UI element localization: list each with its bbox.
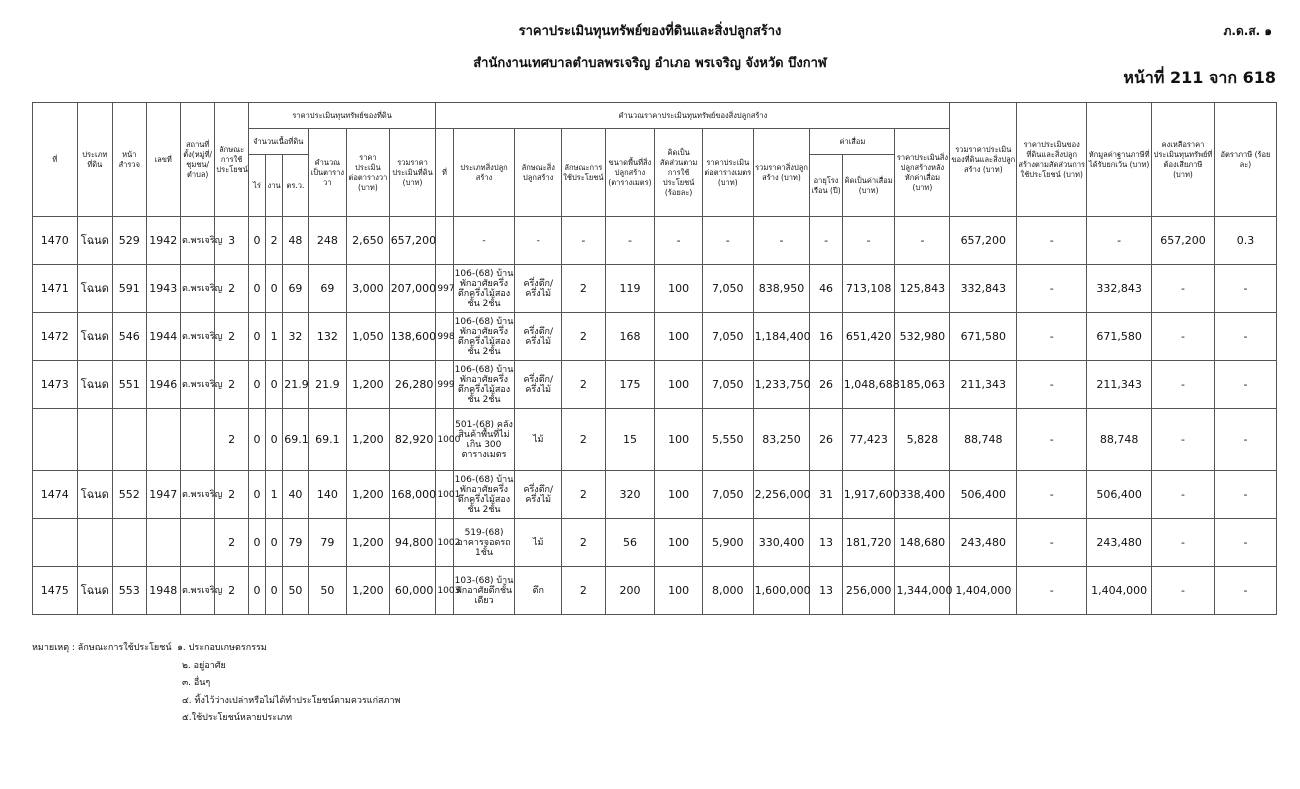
- cell-building-pct: 100: [655, 471, 703, 519]
- cell-prop-value: -: [1017, 567, 1087, 615]
- cell-ngan: 0: [266, 567, 283, 615]
- cell-grand-total: 1,404,000: [950, 567, 1017, 615]
- col-tax-rate: อัตราภาษี (ร้อยละ): [1214, 103, 1276, 217]
- cell-rai: 0: [248, 471, 265, 519]
- cell-land-total: 168,000: [389, 471, 436, 519]
- cell-building-pct: 100: [655, 313, 703, 361]
- cell-building-area: 168: [605, 313, 655, 361]
- cell-age: -: [810, 217, 842, 265]
- cell-building-area: 320: [605, 471, 655, 519]
- cell-building-type: 501-(68) คลังสินค้าพื้นที่ไม่เกิน 300 ตารางเมตร: [453, 409, 515, 471]
- cell-after-depreciation: 532,980: [895, 313, 950, 361]
- cell-ngan: 0: [266, 519, 283, 567]
- cell-grand-total: 243,480: [950, 519, 1017, 567]
- cell-tax-rate: -: [1214, 471, 1276, 519]
- col-ngan: งาน: [266, 155, 283, 217]
- cell-price-per-sqwa: 1,200: [347, 567, 390, 615]
- cell-building-total: 1,233,750: [753, 361, 810, 409]
- col-prop-value: ราคาประเมินของที่ดินและสิ่งปลูกสร้างตามสัดส่วนการใช้ประโยชน์ (บาท): [1017, 103, 1087, 217]
- cell-building-price: 7,050: [702, 265, 753, 313]
- cell-depreciation: 77,423: [842, 409, 895, 471]
- cell-building-total: 83,250: [753, 409, 810, 471]
- cell-deduction: 1,404,000: [1087, 567, 1152, 615]
- cell-sqwa: 21.9: [283, 361, 308, 409]
- cell-usage: 2: [215, 313, 248, 361]
- cell-calc-sqwa: 248: [308, 217, 347, 265]
- cell-survey-page: 591: [113, 265, 146, 313]
- col-no: ที่: [33, 103, 78, 217]
- form-code: ภ.ด.ส. ๑: [1223, 24, 1272, 38]
- cell-prop-value: -: [1017, 361, 1087, 409]
- page-title: ราคาประเมินทุนทรัพย์ของที่ดินและสิ่งปลูกสร้าง: [518, 24, 782, 39]
- cell-building-total: -: [753, 217, 810, 265]
- cell-rai: 0: [248, 567, 265, 615]
- cell-land-type: โฉนด: [77, 217, 112, 265]
- cell-survey-page: 551: [113, 361, 146, 409]
- cell-ngan: 0: [266, 265, 283, 313]
- col-survey-page: หน้าสำรวจ: [113, 103, 146, 217]
- col-location: สถานที่ตั้ง(หมู่ที่/ชุมชน/ตำบล): [180, 103, 214, 217]
- cell-age: 26: [810, 409, 842, 471]
- col-calc-sqwa: คำนวณเป็นตารางวา: [308, 129, 347, 217]
- cell-prop-value: -: [1017, 217, 1087, 265]
- cell-no: 1472: [33, 313, 78, 361]
- cell-depreciation: 651,420: [842, 313, 895, 361]
- cell-building-type: 106-(68) บ้านพักอาศัยครึ่งตึกครึ่งไม้สองชั้น 2ชั้น: [453, 313, 515, 361]
- table-row: [33, 519, 1277, 567]
- cell-land-total: 82,920: [389, 409, 436, 471]
- cell-ngan: 0: [266, 361, 283, 409]
- cell-building-price: 7,050: [702, 313, 753, 361]
- table-row: [33, 409, 1277, 471]
- col-grand-total: รวมราคาประเมินของที่ดินและสิ่งปลูกสร้าง (บาท): [950, 103, 1017, 217]
- cell-building-kind: ตึก: [515, 567, 562, 615]
- cell-building-pct: 100: [655, 519, 703, 567]
- cell-number: 1946: [146, 361, 180, 409]
- cell-after-depreciation: 125,843: [895, 265, 950, 313]
- cell-depreciation: 256,000: [842, 567, 895, 615]
- cell-depreciation: 181,720: [842, 519, 895, 567]
- cell-depreciation: 1,048,688: [842, 361, 895, 409]
- cell-grand-total: 88,748: [950, 409, 1017, 471]
- cell-price-per-sqwa: 3,000: [347, 265, 390, 313]
- cell-survey-page: 553: [113, 567, 146, 615]
- cell-no: [33, 519, 78, 567]
- cell-age: 31: [810, 471, 842, 519]
- table-row: [33, 361, 1277, 409]
- col-age: อายุโรงเรือน (ปี): [810, 155, 842, 217]
- cell-after-depreciation: 5,828: [895, 409, 950, 471]
- cell-building-pct: 100: [655, 409, 703, 471]
- col-b-area: ขนาดพื้นที่สิ่งปลูกสร้าง (ตารางเมตร): [605, 129, 655, 217]
- cell-building-kind: ไม้: [515, 519, 562, 567]
- cell-price-per-sqwa: 2,650: [347, 217, 390, 265]
- cell-location: [180, 519, 214, 567]
- cell-building-price: 5,550: [702, 409, 753, 471]
- cell-building-type: 106-(68) บ้านพักอาศัยครึ่งตึกครึ่งไม้สองชั้น 2ชั้น: [453, 361, 515, 409]
- cell-location: ต.พรเจริญ: [180, 361, 214, 409]
- cell-building-usage: 2: [562, 519, 606, 567]
- cell-number: 1944: [146, 313, 180, 361]
- cell-ngan: 1: [266, 313, 283, 361]
- assessment-table: [32, 102, 1277, 615]
- col-price-per-sqwa: ราคาประเมินต่อตารางวา (บาท): [347, 129, 390, 217]
- cell-remaining: -: [1152, 265, 1215, 313]
- cell-building-kind: ครึ่งตึก/ครึ่งไม้: [515, 361, 562, 409]
- cell-survey-page: [113, 519, 146, 567]
- table-row: [33, 265, 1277, 313]
- cell-number: [146, 519, 180, 567]
- cell-after-depreciation: 148,680: [895, 519, 950, 567]
- table-body: [33, 217, 1277, 615]
- col-group-area: จำนวนเนื้อที่ดิน: [248, 129, 308, 155]
- cell-building-total: 1,600,000: [753, 567, 810, 615]
- cell-survey-page: 529: [113, 217, 146, 265]
- cell-number: 1942: [146, 217, 180, 265]
- col-b-price: ราคาประเมินต่อตารางเมตร (บาท): [702, 129, 753, 217]
- cell-building-no: 1003: [436, 567, 453, 615]
- cell-ngan: 2: [266, 217, 283, 265]
- cell-tax-rate: -: [1214, 313, 1276, 361]
- col-group-land: ราคาประเมินทุนทรัพย์ของที่ดิน: [248, 103, 436, 129]
- cell-deduction: 332,843: [1087, 265, 1152, 313]
- cell-building-no: 1002: [436, 519, 453, 567]
- cell-after-depreciation: 338,400: [895, 471, 950, 519]
- cell-survey-page: [113, 409, 146, 471]
- note-item: ๒. อยู่อาศัย: [182, 660, 226, 671]
- cell-sqwa: 40: [283, 471, 308, 519]
- cell-tax-rate: 0.3: [1214, 217, 1276, 265]
- cell-building-pct: -: [655, 217, 703, 265]
- cell-building-pct: 100: [655, 265, 703, 313]
- cell-building-no: 999: [436, 361, 453, 409]
- cell-no: [33, 409, 78, 471]
- cell-no: 1471: [33, 265, 78, 313]
- cell-tax-rate: -: [1214, 361, 1276, 409]
- note-item: ๑. ประกอบเกษตรกรรม: [177, 643, 267, 653]
- cell-building-pct: 100: [655, 567, 703, 615]
- cell-building-area: 200: [605, 567, 655, 615]
- col-group-building: คำนวณราคาประเมินทุนทรัพย์ของสิ่งปลูกสร้าง: [436, 103, 950, 129]
- cell-price-per-sqwa: 1,200: [347, 519, 390, 567]
- cell-remaining: -: [1152, 519, 1215, 567]
- cell-usage: 2: [215, 265, 248, 313]
- cell-grand-total: 332,843: [950, 265, 1017, 313]
- col-rai: ไร่: [248, 155, 265, 217]
- cell-remaining: 657,200: [1152, 217, 1215, 265]
- cell-rai: 0: [248, 409, 265, 471]
- cell-after-depreciation: 185,063: [895, 361, 950, 409]
- cell-building-kind: ครึ่งตึก/ครึ่งไม้: [515, 471, 562, 519]
- cell-deduction: 88,748: [1087, 409, 1152, 471]
- cell-price-per-sqwa: 1,200: [347, 361, 390, 409]
- cell-building-type: -: [453, 217, 515, 265]
- cell-number: 1948: [146, 567, 180, 615]
- cell-building-type: 106-(68) บ้านพักอาศัยครึ่งตึกครึ่งไม้สองชั้น 2ชั้น: [453, 265, 515, 313]
- cell-land-type: โฉนด: [77, 361, 112, 409]
- cell-building-no: 1001: [436, 471, 453, 519]
- cell-location: ต.พรเจริญ: [180, 265, 214, 313]
- cell-remaining: -: [1152, 471, 1215, 519]
- note-item: ๔. ทิ้งไว้ว่างเปล่าหรือไม่ได้ทำประโยชน์ตามควรแก่สภาพ: [182, 695, 401, 706]
- cell-survey-page: 546: [113, 313, 146, 361]
- cell-building-price: 7,050: [702, 361, 753, 409]
- col-usage: ลักษณะการใช้ประโยชน์: [215, 103, 248, 217]
- col-deduction: หักมูลค่าฐานภาษีที่ได้รับยกเว้น (บาท): [1087, 103, 1152, 217]
- cell-location: [180, 409, 214, 471]
- cell-number: 1943: [146, 265, 180, 313]
- cell-building-total: 1,184,400: [753, 313, 810, 361]
- cell-land-type: โฉนด: [77, 265, 112, 313]
- table-row: [33, 217, 1277, 265]
- note-item: ๕.ใช้ประโยชน์หลายประเภท: [182, 713, 293, 723]
- cell-no: 1470: [33, 217, 78, 265]
- cell-land-total: 60,000: [389, 567, 436, 615]
- cell-land-total: 138,600: [389, 313, 436, 361]
- cell-building-type: 103-(68) บ้านพักอาศัยตึกชั้นเดียว: [453, 567, 515, 615]
- cell-building-area: 119: [605, 265, 655, 313]
- cell-age: 16: [810, 313, 842, 361]
- cell-building-type: 519-(68) อาคารจอดรถ 1ชั้น: [453, 519, 515, 567]
- col-b-total: รวมราคาสิ่งปลูกสร้าง (บาท): [753, 129, 810, 217]
- cell-depreciation: 713,108: [842, 265, 895, 313]
- cell-age: 13: [810, 519, 842, 567]
- cell-usage: 2: [215, 361, 248, 409]
- cell-building-type: 106-(68) บ้านพักอาศัยครึ่งตึกครึ่งไม้สองชั้น 2ชั้น: [453, 471, 515, 519]
- cell-building-kind: ครึ่งตึก/ครึ่งไม้: [515, 313, 562, 361]
- table-row: [33, 313, 1277, 361]
- cell-remaining: -: [1152, 313, 1215, 361]
- cell-calc-sqwa: 132: [308, 313, 347, 361]
- cell-land-total: 207,000: [389, 265, 436, 313]
- cell-calc-sqwa: 69: [308, 265, 347, 313]
- cell-usage: 2: [215, 471, 248, 519]
- col-number: เลขที่: [146, 103, 180, 217]
- cell-building-usage: 2: [562, 313, 606, 361]
- cell-no: 1475: [33, 567, 78, 615]
- cell-price-per-sqwa: 1,200: [347, 409, 390, 471]
- col-group-depreciation: ค่าเสื่อม: [810, 129, 895, 155]
- cell-age: 13: [810, 567, 842, 615]
- col-depr: คิดเป็นค่าเสื่อม (บาท): [842, 155, 895, 217]
- cell-sqwa: 79: [283, 519, 308, 567]
- cell-building-price: 5,900: [702, 519, 753, 567]
- cell-building-no: [436, 217, 453, 265]
- table-row: [33, 471, 1277, 519]
- cell-land-type: โฉนด: [77, 313, 112, 361]
- cell-deduction: 671,580: [1087, 313, 1152, 361]
- cell-location: ต.พรเจริญ: [180, 217, 214, 265]
- cell-grand-total: 657,200: [950, 217, 1017, 265]
- cell-rai: 0: [248, 519, 265, 567]
- cell-land-total: 94,800: [389, 519, 436, 567]
- cell-calc-sqwa: 50: [308, 567, 347, 615]
- col-land-total: รวมราคาประเมินที่ดิน (บาท): [389, 129, 436, 217]
- col-after-depr: ราคาประเมินสิ่งปลูกสร้างหลังหักค่าเสื่อม (บาท): [895, 129, 950, 217]
- cell-usage: 2: [215, 519, 248, 567]
- cell-building-total: 330,400: [753, 519, 810, 567]
- cell-prop-value: -: [1017, 519, 1087, 567]
- table-row: [33, 567, 1277, 615]
- cell-tax-rate: -: [1214, 567, 1276, 615]
- col-b-kind: ลักษณะสิ่งปลูกสร้าง: [515, 129, 562, 217]
- col-b-type: ประเภทสิ่งปลูกสร้าง: [453, 129, 515, 217]
- cell-deduction: 506,400: [1087, 471, 1152, 519]
- cell-rai: 0: [248, 361, 265, 409]
- cell-rai: 0: [248, 265, 265, 313]
- notes-section: [32, 640, 400, 728]
- cell-survey-page: 552: [113, 471, 146, 519]
- cell-price-per-sqwa: 1,050: [347, 313, 390, 361]
- note-item: ๓. อื่นๆ: [182, 678, 211, 688]
- cell-location: ต.พรเจริญ: [180, 471, 214, 519]
- cell-land-total: 26,280: [389, 361, 436, 409]
- page-indicator: หน้าที่ 211 จาก 618: [1123, 68, 1276, 87]
- cell-building-no: 1000: [436, 409, 453, 471]
- cell-grand-total: 671,580: [950, 313, 1017, 361]
- cell-rai: 0: [248, 313, 265, 361]
- col-b-pct: คิดเป็นสัดส่วนตามการใช้ประโยชน์ (ร้อยละ): [655, 129, 703, 217]
- cell-depreciation: 1,917,600: [842, 471, 895, 519]
- cell-land-type: [77, 519, 112, 567]
- page-subtitle: สำนักงานเทศบาลตำบลพรเจริญ อำเภอ พรเจริญ จังหวัด บึงกาฬ: [473, 56, 827, 71]
- cell-after-depreciation: -: [895, 217, 950, 265]
- cell-building-kind: -: [515, 217, 562, 265]
- cell-deduction: 211,343: [1087, 361, 1152, 409]
- cell-ngan: 1: [266, 471, 283, 519]
- notes-label: หมายเหตุ : ลักษณะการใช้ประโยชน์: [32, 643, 172, 653]
- cell-building-no: 998: [436, 313, 453, 361]
- cell-after-depreciation: 1,344,000: [895, 567, 950, 615]
- cell-deduction: -: [1087, 217, 1152, 265]
- cell-building-area: 56: [605, 519, 655, 567]
- cell-sqwa: 32: [283, 313, 308, 361]
- cell-building-total: 838,950: [753, 265, 810, 313]
- cell-prop-value: -: [1017, 471, 1087, 519]
- cell-deduction: 243,480: [1087, 519, 1152, 567]
- col-b-no: ที่: [436, 129, 453, 217]
- col-b-usage: ลักษณะการใช้ประโยชน์: [562, 129, 606, 217]
- cell-no: 1474: [33, 471, 78, 519]
- cell-grand-total: 211,343: [950, 361, 1017, 409]
- cell-usage: 2: [215, 567, 248, 615]
- cell-usage: 2: [215, 409, 248, 471]
- cell-depreciation: -: [842, 217, 895, 265]
- cell-remaining: -: [1152, 361, 1215, 409]
- cell-sqwa: 69.1: [283, 409, 308, 471]
- cell-rai: 0: [248, 217, 265, 265]
- cell-number: [146, 409, 180, 471]
- cell-building-price: 7,050: [702, 471, 753, 519]
- cell-sqwa: 50: [283, 567, 308, 615]
- cell-building-usage: 2: [562, 471, 606, 519]
- cell-calc-sqwa: 79: [308, 519, 347, 567]
- col-land-type: ประเภทที่ดิน: [77, 103, 112, 217]
- cell-tax-rate: -: [1214, 519, 1276, 567]
- cell-prop-value: -: [1017, 409, 1087, 471]
- cell-number: 1947: [146, 471, 180, 519]
- cell-grand-total: 506,400: [950, 471, 1017, 519]
- cell-land-type: โฉนด: [77, 567, 112, 615]
- cell-building-area: -: [605, 217, 655, 265]
- cell-tax-rate: -: [1214, 265, 1276, 313]
- cell-building-usage: 2: [562, 361, 606, 409]
- cell-building-total: 2,256,000: [753, 471, 810, 519]
- cell-land-total: 657,200: [389, 217, 436, 265]
- cell-calc-sqwa: 21.9: [308, 361, 347, 409]
- cell-price-per-sqwa: 1,200: [347, 471, 390, 519]
- cell-location: ต.พรเจริญ: [180, 567, 214, 615]
- cell-age: 26: [810, 361, 842, 409]
- cell-ngan: 0: [266, 409, 283, 471]
- cell-tax-rate: -: [1214, 409, 1276, 471]
- col-remaining: คงเหลือราคาประเมินทุนทรัพย์ที่ต้องเสียภาษี (บาท): [1152, 103, 1215, 217]
- cell-building-area: 175: [605, 361, 655, 409]
- cell-building-price: -: [702, 217, 753, 265]
- cell-land-type: โฉนด: [77, 471, 112, 519]
- cell-building-usage: 2: [562, 409, 606, 471]
- cell-remaining: -: [1152, 409, 1215, 471]
- cell-building-kind: ครึ่งตึก/ครึ่งไม้: [515, 265, 562, 313]
- cell-usage: 3: [215, 217, 248, 265]
- cell-prop-value: -: [1017, 313, 1087, 361]
- cell-building-usage: 2: [562, 567, 606, 615]
- cell-building-no: 997: [436, 265, 453, 313]
- cell-building-area: 15: [605, 409, 655, 471]
- cell-building-pct: 100: [655, 361, 703, 409]
- cell-building-kind: ไม้: [515, 409, 562, 471]
- cell-calc-sqwa: 140: [308, 471, 347, 519]
- col-sqwa: ตร.ว.: [283, 155, 308, 217]
- note-line: [32, 640, 400, 658]
- cell-land-type: [77, 409, 112, 471]
- table-header: [33, 103, 1277, 217]
- cell-sqwa: 48: [283, 217, 308, 265]
- cell-no: 1473: [33, 361, 78, 409]
- cell-calc-sqwa: 69.1: [308, 409, 347, 471]
- cell-remaining: -: [1152, 567, 1215, 615]
- cell-sqwa: 69: [283, 265, 308, 313]
- cell-prop-value: -: [1017, 265, 1087, 313]
- cell-age: 46: [810, 265, 842, 313]
- cell-location: ต.พรเจริญ: [180, 313, 214, 361]
- cell-building-usage: 2: [562, 265, 606, 313]
- cell-building-price: 8,000: [702, 567, 753, 615]
- cell-building-usage: -: [562, 217, 606, 265]
